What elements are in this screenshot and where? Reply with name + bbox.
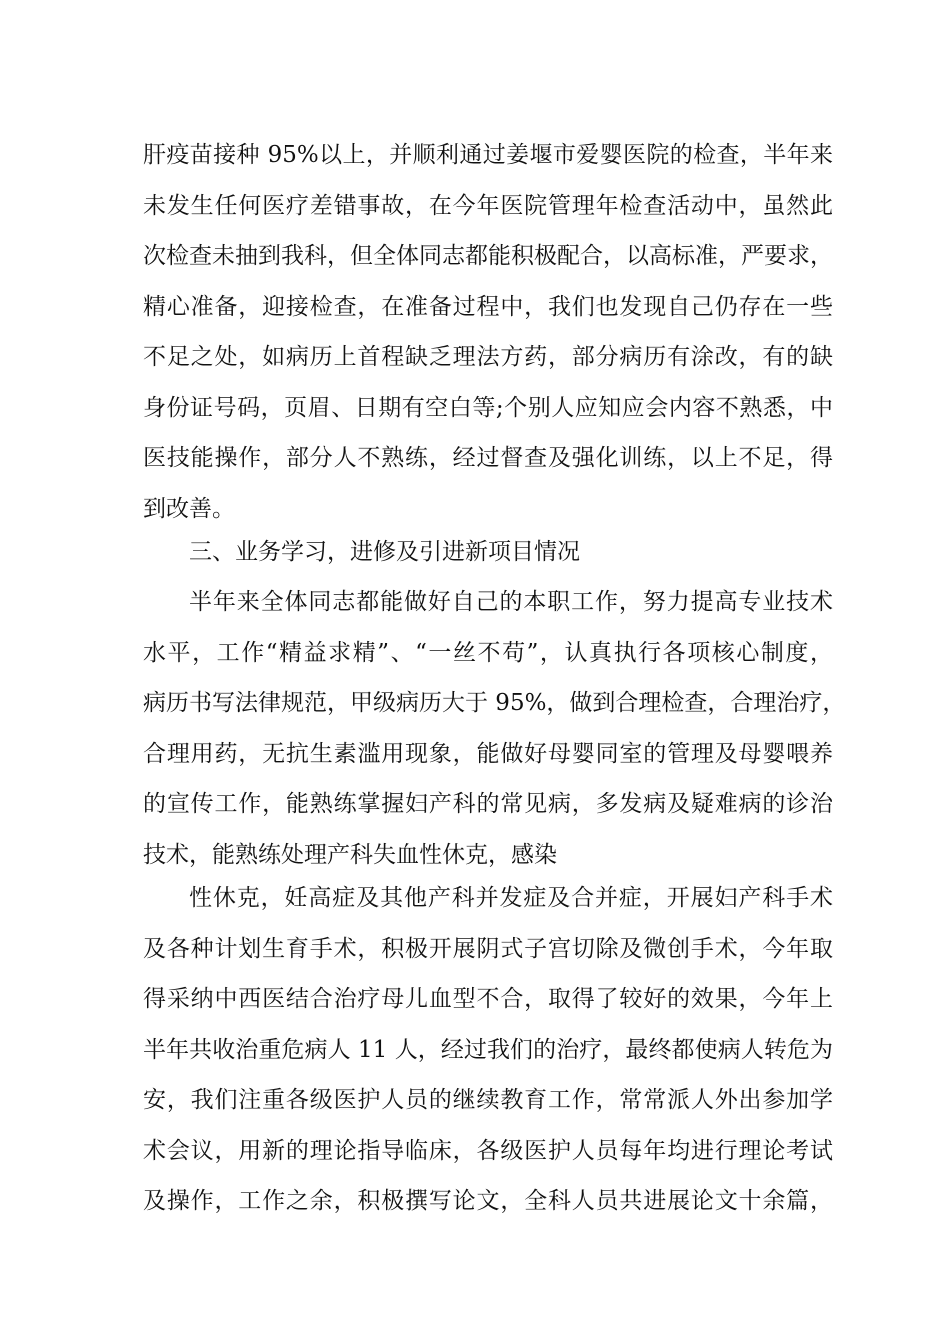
text-line: 安，我们注重各级医护人员的继续教育工作，常常派人外出参加学 [143, 1087, 833, 1113]
text-line: 未发生任何医疗差错事故，在今年医院管理年检查活动中，虽然此 [143, 192, 833, 219]
text-line: 病历书写法律规范，甲级病历大于 95%，做到合理检查，合理治疗， [143, 690, 846, 716]
text-line: 性休克，妊高症及其他产科并发症及合并症，开展妇产科手术 [189, 885, 833, 911]
text-line: 到改善。 [143, 495, 235, 522]
paragraph-professional-work [143, 577, 846, 880]
section-heading [143, 527, 833, 578]
text-line: 水平，工作“精益求精”、“一丝不苟”，认真执行各项核心制度， [143, 639, 833, 666]
text-line: 术会议，用新的理论指导临床，各级医护人员每年均进行理论考试 [143, 1137, 833, 1164]
text-line: 技术，能熟练处理产科失血性休克，感染 [143, 841, 557, 868]
text-line: 医技能操作，部分人不熟练，经过督查及强化训练，以上不足，得 [143, 445, 833, 471]
text-line: 及操作，工作之余，积极撰写论文，全科人员共进展论文十余篇， [143, 1188, 833, 1214]
text-line: 半年共收治重危病人 11 人，经过我们的治疗，最终都使病人转危为 [143, 1036, 833, 1063]
section-heading-text: 三、业务学习，进修及引进新项目情况 [189, 539, 580, 565]
paragraph-clinical-projects [143, 873, 833, 1227]
text-line: 合理用药，无抗生素滥用现象，能做好母婴同室的管理及母婴喂养 [143, 740, 833, 767]
text-line: 身份证号码，页眉、日期有空白等;个别人应知应会内容不熟悉，中 [143, 394, 833, 421]
text-line: 精心准备，迎接检查，在准备过程中，我们也发现自己仍存在一些 [143, 293, 833, 320]
text-line: 及各种计划生育手术，积极开展阴式子宫切除及微创手术，今年取 [143, 935, 833, 962]
text-line: 半年来全体同志都能做好自己的本职工作，努力提高专业技术 [189, 589, 833, 615]
text-line: 的宣传工作，能熟练掌握妇产科的常见病，多发病及疑难病的诊治 [143, 791, 833, 817]
text-line: 不足之处，如病历上首程缺乏理法方药，部分病历有涂改，有的缺 [143, 344, 833, 370]
text-line: 得采纳中西医结合治疗母儿血型不合，取得了较好的效果，今年上 [143, 986, 833, 1012]
text-line: 次检查未抽到我科，但全体同志都能积极配合，以高标准，严要求， [143, 243, 833, 269]
paragraph-quality-review [143, 130, 833, 534]
text-line: 肝疫苗接种 95%以上，并顺利通过姜堰市爱婴医院的检查，半年来 [143, 142, 833, 168]
